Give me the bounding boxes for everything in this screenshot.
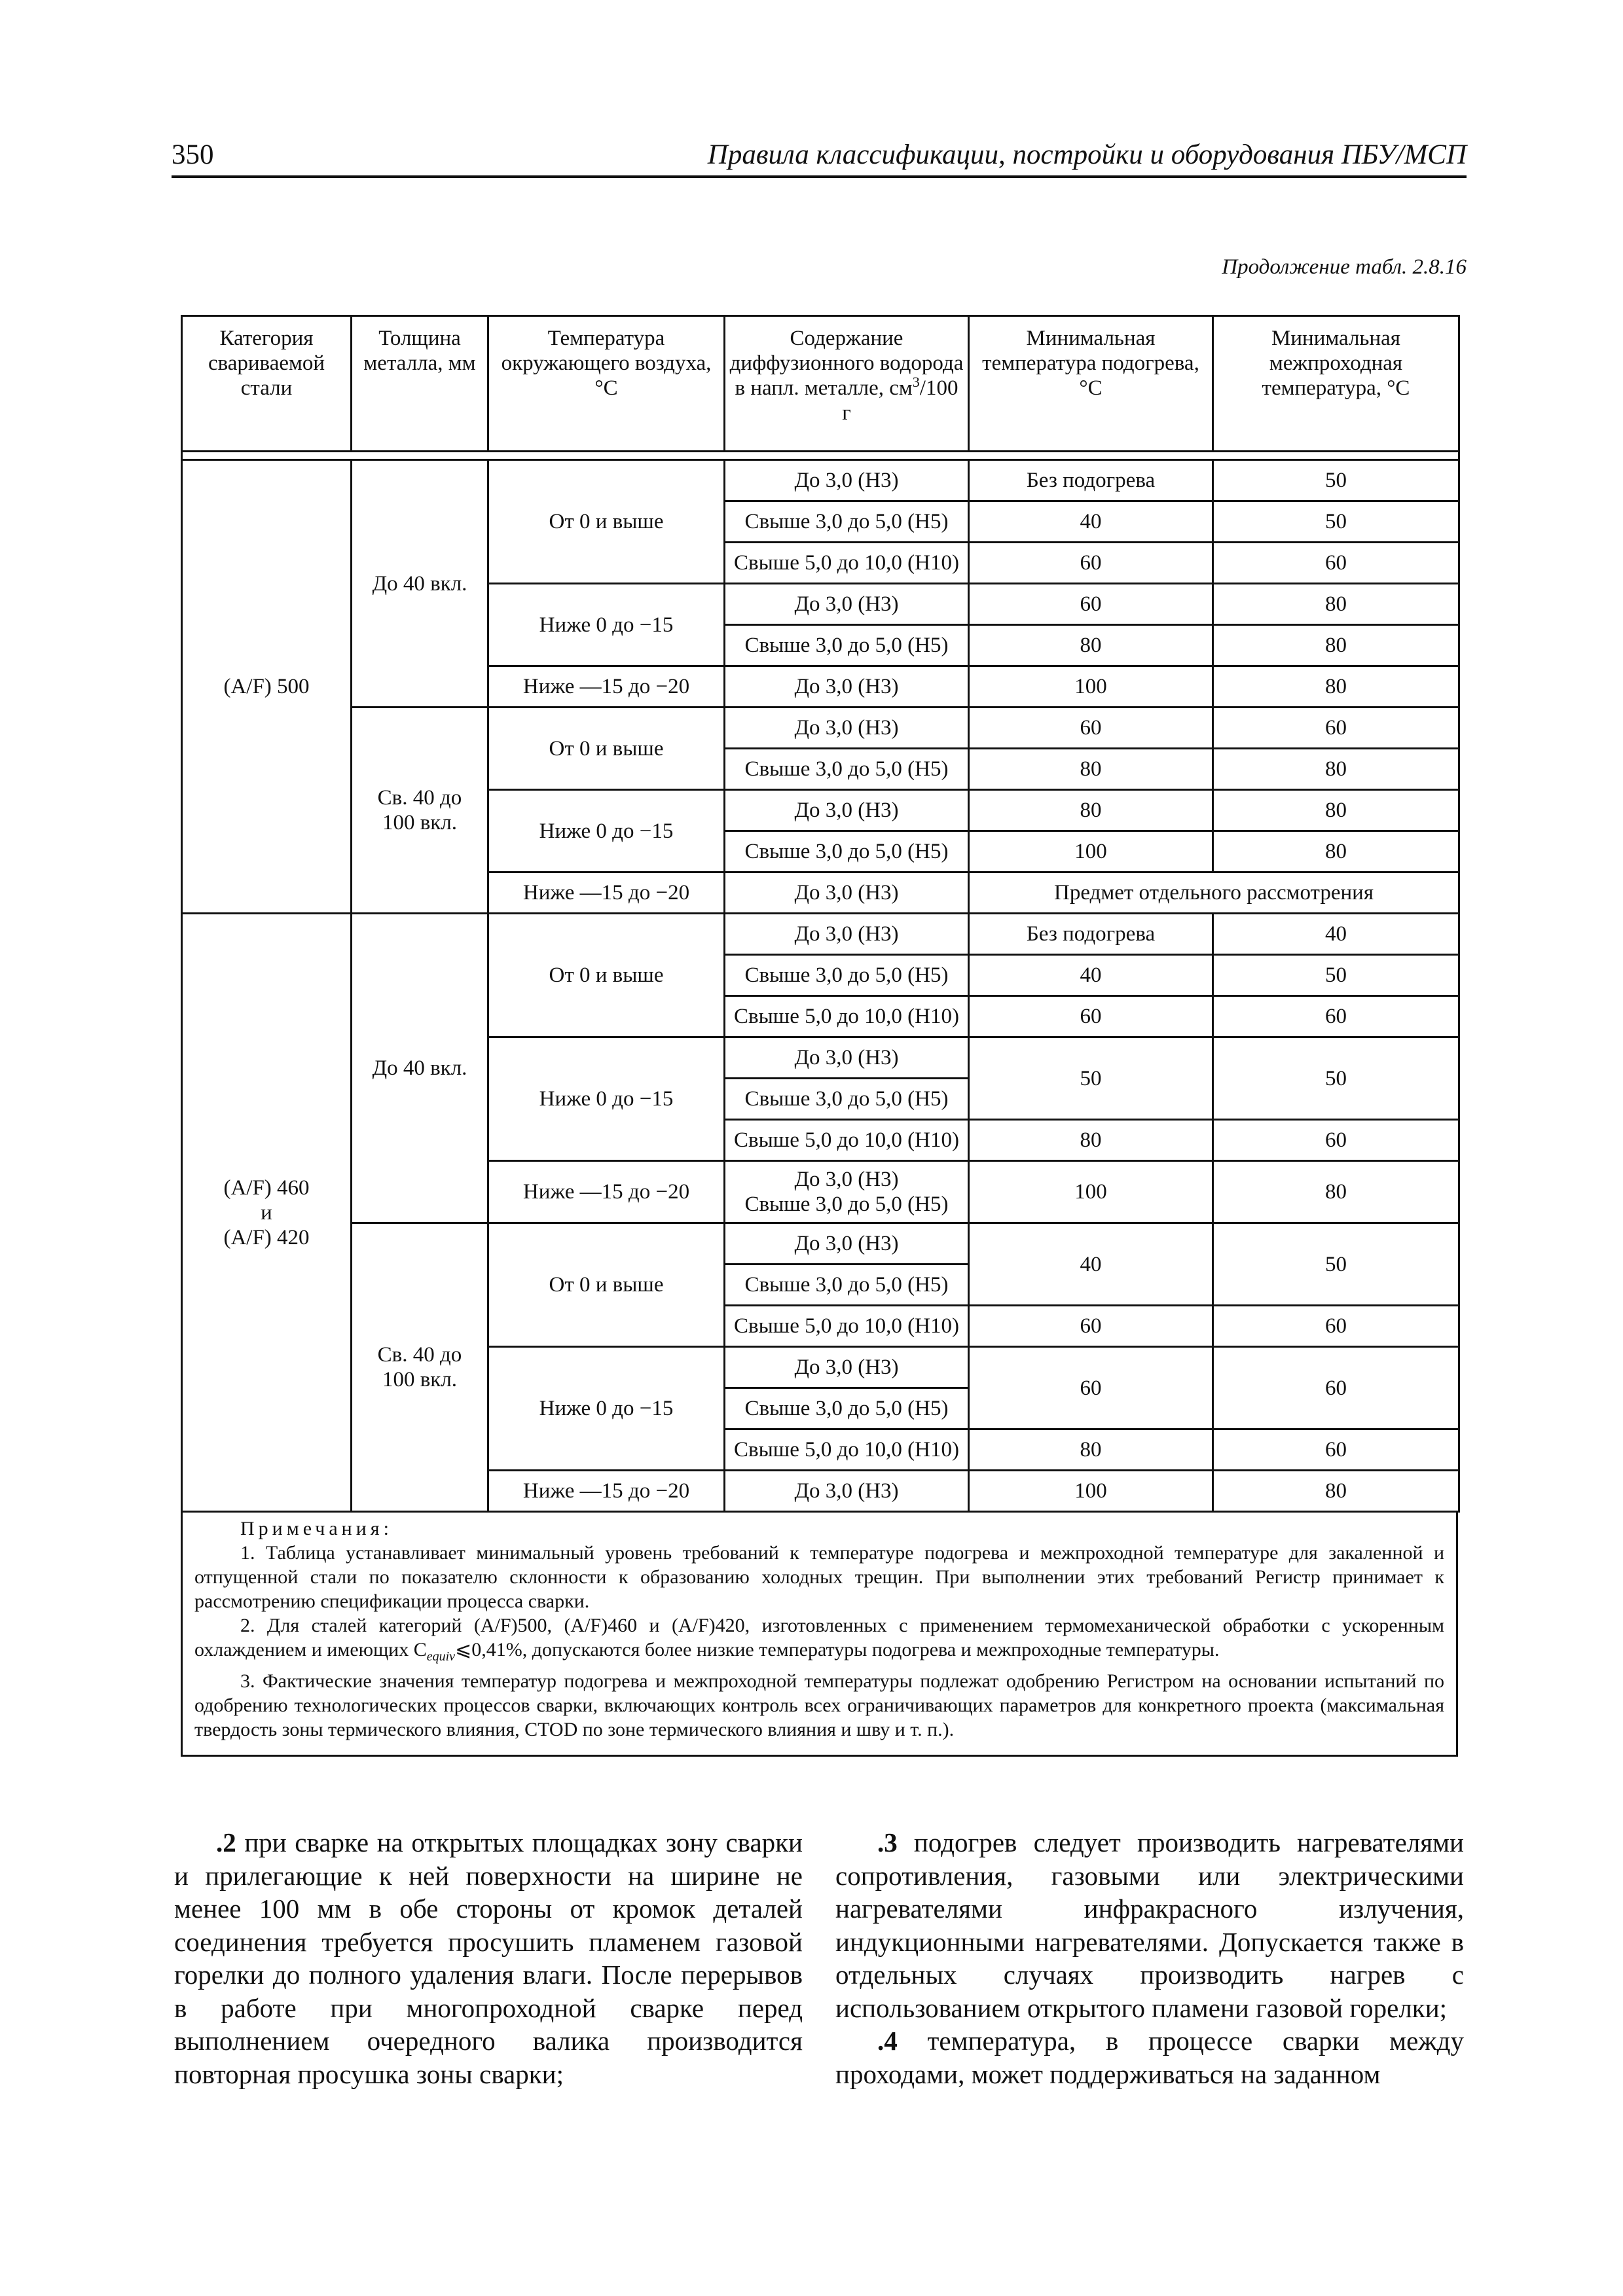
- cell-preheat: 50: [969, 1037, 1213, 1120]
- cell-interpass: 80: [1213, 666, 1459, 708]
- cell-interpass: 50: [1213, 1223, 1459, 1306]
- cell-hydrogen: До 3,0 (H3) Свыше 3,0 до 5,0 (H5): [725, 1161, 969, 1223]
- cell-hydrogen: Свыше 3,0 до 5,0 (H5): [725, 501, 969, 543]
- cell-interpass: 80: [1213, 1471, 1459, 1512]
- cell-ambient: Ниже —15 до −20: [488, 1161, 725, 1223]
- table-row: [182, 1223, 1459, 1265]
- cell-hydrogen: Свыше 3,0 до 5,0 (H5): [725, 749, 969, 790]
- cell-ambient: От 0 и выше: [488, 460, 725, 584]
- running-title: Правила классификации, постройки и оборудования ПБУ/МСП: [707, 139, 1467, 170]
- header-min-interpass: Минимальная межпроходная температура, °С: [1213, 316, 1459, 452]
- cell-category: (A/F) 460 и (A/F) 420: [182, 914, 352, 1512]
- cell-interpass: 60: [1213, 1347, 1459, 1429]
- header-ambient-temperature: Температура окружающего воздуха, °С: [488, 316, 725, 452]
- cell-interpass: 80: [1213, 749, 1459, 790]
- cell-interpass: 80: [1213, 584, 1459, 625]
- cell-hydrogen: До 3,0 (H3): [725, 872, 969, 914]
- cell-preheat: 80: [969, 749, 1213, 790]
- cell-preheat: 60: [969, 708, 1213, 749]
- cell-ambient: Ниже —15 до −20: [488, 872, 725, 914]
- cell-preheat: 80: [969, 790, 1213, 831]
- cell-hydrogen: До 3,0 (H3): [725, 790, 969, 831]
- cell-ambient: Ниже 0 до −15: [488, 584, 725, 666]
- cell-ambient: Ниже —15 до −20: [488, 666, 725, 708]
- note-2: 2. Для сталей категорий (A/F)500, (A/F)460 и (A/F)420, изготовленных с применением термомеханической обработки с ускоренным охлаждением и имеющих $C_{equiv}⩽0,41\%$, допускаются более низкие температуры подогрева и межпроходные температуры.: [194, 1615, 1444, 1664]
- header-steel-category: Категория свариваемой стали: [182, 316, 352, 452]
- cell-interpass: 80: [1213, 1161, 1459, 1223]
- table-caption: Продолжение табл. 2.8.16: [1222, 255, 1467, 279]
- table-gap: [182, 452, 1459, 460]
- cell-hydrogen: До 3,0 (H3): [725, 584, 969, 625]
- paragraph-3: .3 подогрев следует производить нагревателями сопротивления, газовыми или электрическими нагревателями инфракрасного излучения, индукционными нагревателями. Допускается также в отдельных случаях производить нагрев с использованием открытого пламени газовой горелки;: [835, 1827, 1464, 2023]
- cell-hydrogen: Свыше 3,0 до 5,0 (H5): [725, 1079, 969, 1120]
- cell-preheat: Без подогрева: [969, 914, 1213, 955]
- paragraph-4: .4 температура, в процессе сварки между проходами, может поддерживаться на заданном: [835, 2026, 1464, 2089]
- cell-hydrogen: Свыше 5,0 до 10,0 (H10): [725, 1306, 969, 1347]
- cell-preheat: 60: [969, 1347, 1213, 1429]
- cell-hydrogen: Свыше 3,0 до 5,0 (H5): [725, 1265, 969, 1306]
- header-thickness: Толщина металла, мм: [352, 316, 488, 452]
- preheat-table: [181, 315, 1458, 1757]
- header-min-preheat: Минимальная температура подогрева, °С: [969, 316, 1213, 452]
- cell-hydrogen: Свыше 5,0 до 10,0 (H10): [725, 543, 969, 584]
- cell-interpass: 80: [1213, 625, 1459, 666]
- cell-thickness: Св. 40 до 100 вкл.: [352, 1223, 488, 1512]
- note-3: 3. Фактические значения температур подогрева и межпроходной температуры подлежат одобрению Регистром на основании испытаний по одобрению технологических процессов сварки, включающих контроль всех ограничивающих параметров для конкретного проекта (максимальная твердость зоны термического влияния, CTOD по зоне термического влияния и шву и т. п.).: [194, 1670, 1444, 1740]
- cell-preheat: 40: [969, 1223, 1213, 1306]
- table-row: [182, 708, 1459, 749]
- cell-preheat: 100: [969, 831, 1213, 872]
- cell-hydrogen: До 3,0 (H3): [725, 1347, 969, 1388]
- cell-ambient: Ниже 0 до −15: [488, 1037, 725, 1161]
- cell-interpass: 50: [1213, 955, 1459, 996]
- notes-title: Примечания:: [240, 1518, 393, 1539]
- cell-preheat: 100: [969, 1161, 1213, 1223]
- cell-preheat: 40: [969, 501, 1213, 543]
- cell-preheat: 100: [969, 1471, 1213, 1512]
- cell-interpass: 40: [1213, 914, 1459, 955]
- cell-ambient: Ниже 0 до −15: [488, 790, 725, 872]
- table-row: [182, 914, 1459, 955]
- cell-category: (A/F) 500: [182, 460, 352, 914]
- cell-interpass: 60: [1213, 1306, 1459, 1347]
- cell-preheat: 60: [969, 543, 1213, 584]
- cell-preheat: 40: [969, 955, 1213, 996]
- cell-interpass: 60: [1213, 543, 1459, 584]
- cell-preheat: 80: [969, 1429, 1213, 1471]
- cell-hydrogen: Свыше 3,0 до 5,0 (H5): [725, 625, 969, 666]
- cell-interpass: 80: [1213, 831, 1459, 872]
- cell-ambient: Ниже —15 до −20: [488, 1471, 725, 1512]
- paragraph-2: .2 при сварке на открытых площадках зону сварки и прилегающие к ней поверхности на ширине не менее 100 мм в обе стороны от кромок деталей соединения требуется просушить пламенем газовой горелки до полного удаления влаги. После перерывов в работе при многопроходной сварке перед выполнением очередного валика производится повторная просушка зоны сварки;: [174, 1827, 803, 2089]
- cell-thickness: До 40 вкл.: [352, 460, 488, 708]
- cell-ambient: От 0 и выше: [488, 708, 725, 790]
- cell-thickness: Св. 40 до 100 вкл.: [352, 708, 488, 914]
- note-1: 1. Таблица устанавливает минимальный уровень требований к температуре подогрева и межпроходной температуре для закаленной и отпущенной стали по показателю склонности к образованию холодных трещин. При выполнении этих требований Регистр принимает к рассмотрению спецификации процесса сварки.: [194, 1542, 1444, 1612]
- cell-hydrogen: До 3,0 (H3): [725, 1223, 969, 1265]
- cell-hydrogen: До 3,0 (H3): [725, 1471, 969, 1512]
- cell-preheat: 60: [969, 1306, 1213, 1347]
- cell-hydrogen: Свыше 3,0 до 5,0 (H5): [725, 1388, 969, 1429]
- text-column-right: [835, 1826, 1464, 2090]
- cell-interpass: 50: [1213, 1037, 1459, 1120]
- cell-interpass: 60: [1213, 1429, 1459, 1471]
- cell-hydrogen: До 3,0 (H3): [725, 914, 969, 955]
- cell-preheat: 60: [969, 996, 1213, 1037]
- cell-thickness: До 40 вкл.: [352, 914, 488, 1223]
- cell-hydrogen: Свыше 5,0 до 10,0 (H10): [725, 1120, 969, 1161]
- cell-interpass: 60: [1213, 996, 1459, 1037]
- cell-preheat: 80: [969, 625, 1213, 666]
- table-notes: [181, 1513, 1458, 1757]
- table-row: [182, 460, 1459, 501]
- cell-interpass: 80: [1213, 790, 1459, 831]
- cell-hydrogen: Свыше 3,0 до 5,0 (H5): [725, 955, 969, 996]
- cell-hydrogen: До 3,0 (H3): [725, 708, 969, 749]
- cell-preheat: 100: [969, 666, 1213, 708]
- cell-interpass: 60: [1213, 708, 1459, 749]
- cell-hydrogen: Свыше 3,0 до 5,0 (H5): [725, 831, 969, 872]
- cell-hydrogen: Свыше 5,0 до 10,0 (H10): [725, 996, 969, 1037]
- header-rule: [172, 175, 1467, 178]
- cell-ambient: От 0 и выше: [488, 914, 725, 1037]
- text-column-left: [174, 1826, 803, 2090]
- cell-interpass: 60: [1213, 1120, 1459, 1161]
- cell-preheat: 80: [969, 1120, 1213, 1161]
- cell-hydrogen: До 3,0 (H3): [725, 460, 969, 501]
- cell-ambient: Ниже 0 до −15: [488, 1347, 725, 1471]
- cell-preheat: Без подогрева: [969, 460, 1213, 501]
- cell-hydrogen: До 3,0 (H3): [725, 1037, 969, 1079]
- header-hydrogen-content: Содержание диффузионного водорода в напл. металле, $см^3/100$ г: [725, 316, 969, 452]
- cell-hydrogen: До 3,0 (H3): [725, 666, 969, 708]
- page-number: 350: [172, 139, 214, 170]
- cell-ambient: От 0 и выше: [488, 1223, 725, 1347]
- cell-preheat: 60: [969, 584, 1213, 625]
- cell-special-consideration: Предмет отдельного рассмотрения: [969, 872, 1459, 914]
- cell-interpass: 50: [1213, 501, 1459, 543]
- cell-interpass: 50: [1213, 460, 1459, 501]
- cell-hydrogen: Свыше 5,0 до 10,0 (H10): [725, 1429, 969, 1471]
